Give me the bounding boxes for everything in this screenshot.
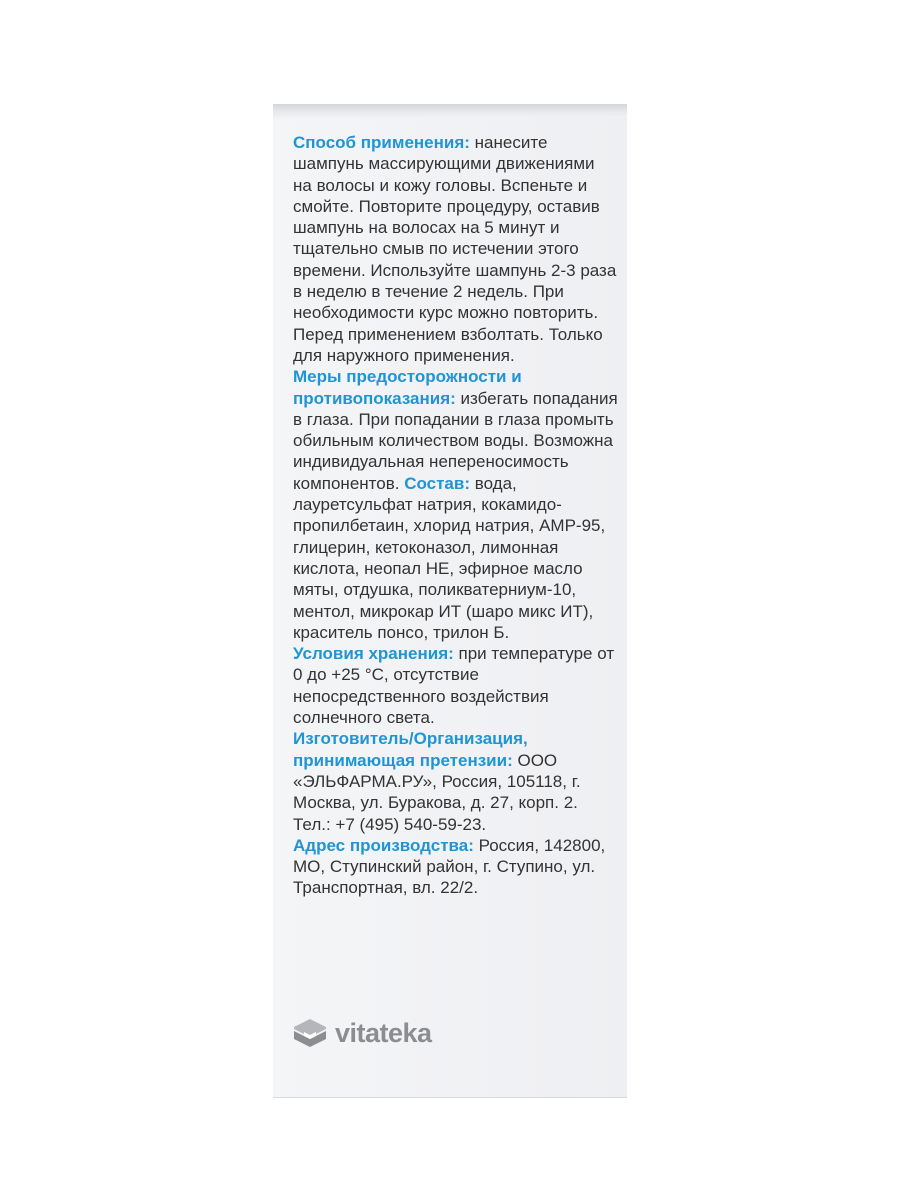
usage-text: нанесите шампунь массирующими движениями на волосы и кожу головы. Вспеньте и смойте. Повторите процедуру, оставив шампунь на волосах на 5 минут и тщательно смыв по истечении этого времени. Используйте шампунь 2-3 раза в неделю в течение 2 недель. При необходимости курс можно повторить. Перед применением взболтать. Только для наружного применения. — [293, 133, 617, 365]
usage-section — [293, 132, 618, 366]
production-address-heading: Адрес производства: — [293, 835, 474, 855]
brand-logo — [292, 1017, 432, 1049]
brand-name: vitateka — [335, 1017, 432, 1048]
production-address-text: Россия, 142800, МО, Ступинский район, г. Ступино, ул. Транспортная, вл. 22/2. — [293, 835, 606, 898]
storage-heading: Условия хранения: — [293, 644, 454, 664]
usage-heading: Способ применения: — [293, 133, 470, 152]
package-side-panel — [273, 104, 627, 1098]
manufacturer-heading: Изготовитель/Организация, принимающая претензии: — [293, 729, 528, 770]
precautions-text: избегать попадания в глаза. При попадании в глаза промыть обильным количеством воды. Возможна индивидуальная непереносимость компонентов. — [293, 388, 618, 493]
composition-heading: Состав: — [404, 473, 470, 493]
precautions-composition-section — [293, 366, 618, 643]
storage-section — [293, 643, 618, 728]
vitateka-logo-icon — [292, 1017, 328, 1049]
instructions-text — [293, 132, 618, 899]
manufacturer-section — [293, 728, 618, 834]
composition-text: вода, лауретсульфат натрия, кокамидо-пропилбетаин, хлорид натрия, AMP-95, глицерин, кетоконазол, лимонная кислота, неопал НЕ, эфирное масло мяты, отдушка, поликватерниум-10, ментол, микрокар ИТ (шаро микс ИТ), краситель понсо, трилон Б. — [293, 473, 606, 642]
manufacturer-text: ООО «ЭЛЬФАРМА.РУ», Россия, 105118, г. Москва, ул. Буракова, д. 27, корп. 2. Тел.: +7 (495) 540-59-23. — [293, 750, 581, 834]
production-address-section — [293, 835, 618, 899]
precautions-heading: Меры предосторожности и противопоказания: — [293, 367, 522, 408]
storage-text: при температуре от 0 до +25 °С, отсутствие непосредственного воздействия солнечного света. — [293, 644, 615, 728]
package-top-edge — [273, 104, 627, 118]
